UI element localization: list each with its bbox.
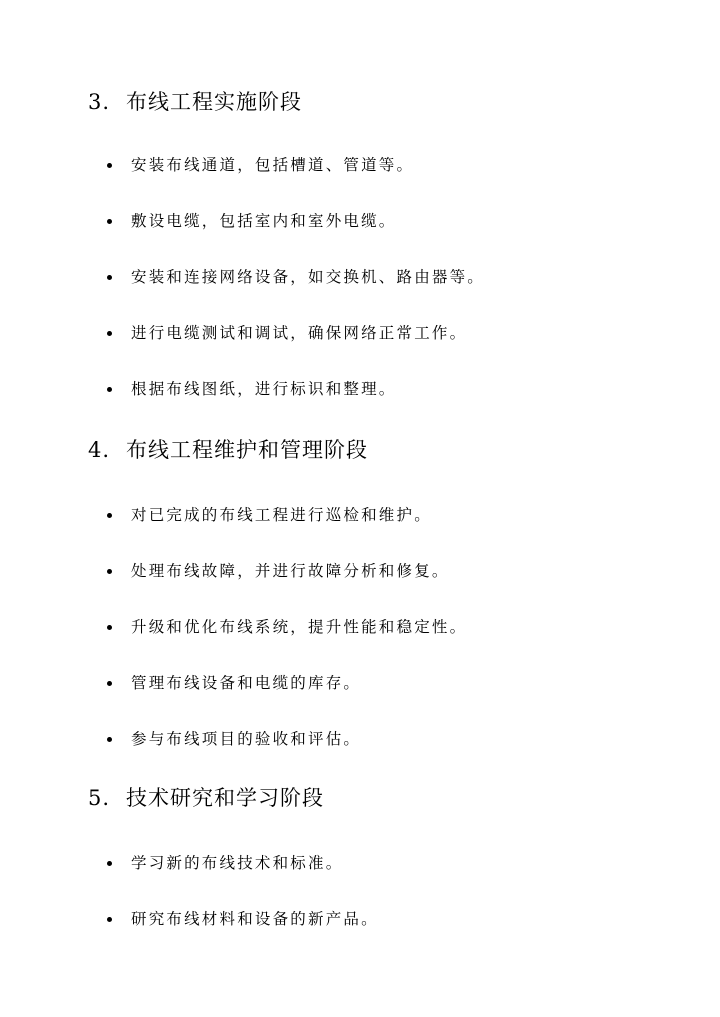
list-item-text: 升级和优化布线系统，提升性能和稳定性。 [131, 618, 468, 636]
section-number: 3. [88, 90, 111, 114]
list-item-text: 学习新的布线技术和标准。 [131, 854, 344, 872]
list-item-text: 根据布线图纸，进行标识和整理。 [131, 380, 397, 398]
bullet-icon [107, 569, 112, 574]
bullet-icon [107, 737, 112, 742]
section-heading [88, 783, 324, 813]
bullet-icon [107, 681, 112, 686]
list-item [0, 615, 720, 639]
section-title: 技术研究和学习阶段 [126, 786, 324, 810]
list-item [0, 321, 720, 345]
list-item-text: 研究布线材料和设备的新产品。 [131, 910, 379, 928]
section-heading [88, 87, 302, 117]
list-item-text: 处理布线故障，并进行故障分析和修复。 [131, 562, 450, 580]
list-item-text: 敷设电缆，包括室内和室外电缆。 [131, 212, 397, 230]
section-number: 4. [88, 438, 111, 462]
list-item-text: 对已完成的布线工程进行巡检和维护。 [131, 506, 432, 524]
list-item-text: 安装布线通道，包括槽道、管道等。 [131, 156, 415, 174]
bullet-icon [107, 861, 112, 866]
section-heading [88, 435, 368, 465]
bullet-icon [107, 219, 112, 224]
list-item-text: 进行电缆测试和调试，确保网络正常工作。 [131, 324, 468, 342]
bullet-icon [107, 275, 112, 280]
bullet-icon [107, 513, 112, 518]
list-item [0, 671, 720, 695]
list-item [0, 503, 720, 527]
bullet-icon [107, 387, 112, 392]
bullet-icon [107, 331, 112, 336]
bullet-icon [107, 625, 112, 630]
list-item [0, 727, 720, 751]
list-item [0, 851, 720, 875]
list-item [0, 209, 720, 233]
list-item [0, 907, 720, 931]
bullet-icon [107, 163, 112, 168]
bullet-icon [107, 917, 112, 922]
section-number: 5. [88, 786, 111, 810]
list-item [0, 265, 720, 289]
list-item-text: 管理布线设备和电缆的库存。 [131, 674, 362, 692]
list-item [0, 377, 720, 401]
list-item-text: 安装和连接网络设备，如交换机、路由器等。 [131, 268, 486, 286]
list-item [0, 559, 720, 583]
list-item [0, 153, 720, 177]
section-title: 布线工程实施阶段 [126, 90, 302, 114]
list-item-text: 参与布线项目的验收和评估。 [131, 730, 362, 748]
section-title: 布线工程维护和管理阶段 [126, 438, 368, 462]
